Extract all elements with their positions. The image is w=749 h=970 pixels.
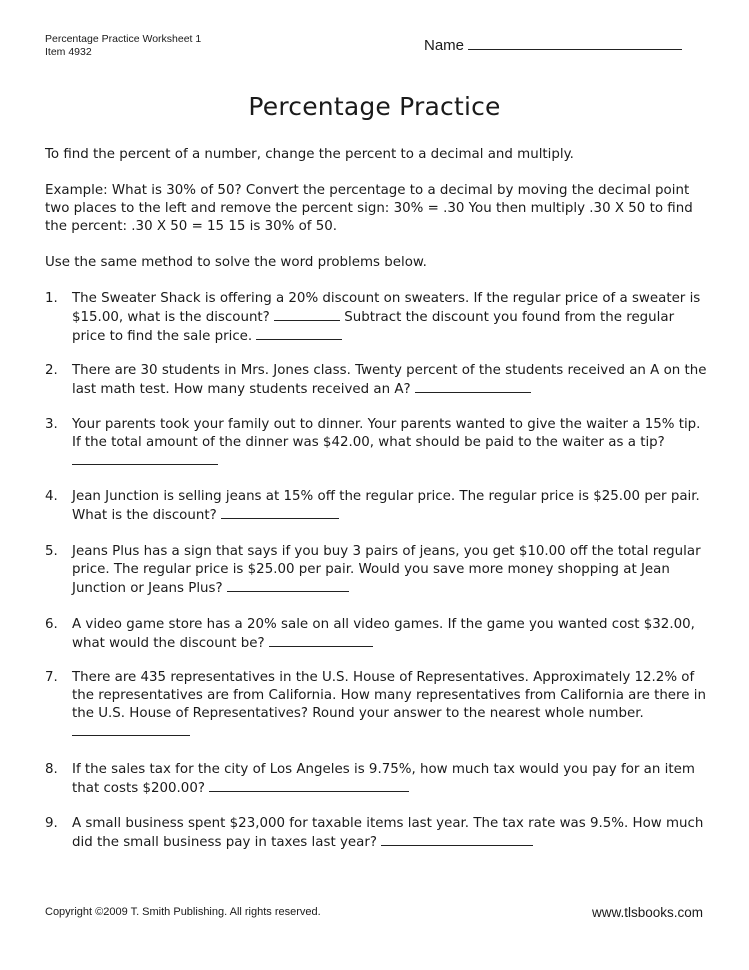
problem-number: 8. (45, 762, 58, 777)
problem-text: There are 30 students in Mrs. Jones class. Twenty percent of the students received an A on the last math test. How many students received an A? (72, 363, 707, 397)
problem-number: 5. (45, 544, 58, 559)
problem-5 (45, 543, 707, 598)
answer-blank (256, 327, 342, 340)
problem-text-continued: Subtract the discount you found from the regular price to find the sale price. (72, 310, 675, 344)
problem-text: A small business spent $23,000 for taxable items last year. The tax rate was 9.5%. How much did the small business pay in taxes last year? (72, 816, 704, 850)
problem-text: There are 435 representatives in the U.S. House of Representatives. Approximately 12.2% of the representatives are from California. How many representatives from California are there in the U.S. House of Representatives? Round your answer to the nearest whole number. (72, 670, 706, 721)
problem-6 (45, 616, 707, 653)
answer-blank (209, 779, 409, 792)
problem-text: If the sales tax for the city of Los Angeles is 9.75%, how much tax would you pay for an item that costs $200.00? (72, 762, 695, 796)
answer-blank (415, 380, 531, 393)
item-label: Item 4932 (45, 46, 92, 58)
intro-method: Use the same method to solve the word problems below. (45, 255, 427, 270)
problem-text: The Sweater Shack is offering a 20% discount on sweaters. If the regular price of a sweater is $15.00, what is the discount? (72, 291, 701, 325)
problem-number: 6. (45, 617, 58, 632)
problem-text: Jeans Plus has a sign that says if you buy 3 pairs of jeans, you get $10.00 off the total regular price. The regular price is $25.00 per pair. Would you save more money shopping at Jean Junction or Jeans Plus? (72, 544, 701, 596)
problem-3 (45, 416, 707, 471)
name-label: Name (424, 37, 465, 54)
problem-text: Jean Junction is selling jeans at 15% off the regular price. The regular price is $25.00 per pair. What is the discount? (72, 489, 700, 523)
problem-9 (45, 815, 707, 852)
problem-number: 3. (45, 417, 58, 432)
answer-blank (274, 308, 340, 321)
answer-blank (72, 723, 190, 736)
page-title: Percentage Practice (248, 92, 501, 121)
name-field (424, 37, 682, 54)
problem-number: 7. (45, 670, 58, 685)
problem-2 (45, 362, 707, 399)
website-link[interactable]: www.tlsbooks.com (591, 905, 703, 920)
problem-1 (45, 290, 707, 346)
copyright-notice: Copyright ©2009 T. Smith Publishing. All rights reserved. (45, 906, 321, 918)
worksheet-header (45, 33, 201, 59)
worksheet-label: Percentage Practice Worksheet 1 (45, 33, 202, 45)
answer-blank (381, 833, 533, 846)
problem-8 (45, 761, 707, 798)
problem-7 (45, 669, 707, 742)
answer-blank (221, 506, 339, 519)
problem-text: Your parents took your family out to dinner. Your parents wanted to give the waiter a 15% tip. If the total amount of the dinner was $42.00, what should be paid to the waiter as a tip? (72, 417, 701, 450)
problem-number: 2. (45, 363, 58, 378)
problem-text: A video game store has a 20% sale on all video games. If the game you wanted cost $32.00, what would the discount be? (72, 617, 695, 651)
answer-blank (269, 634, 373, 647)
answer-blank (72, 452, 218, 465)
answer-blank (227, 579, 349, 592)
name-blank-line (468, 37, 682, 50)
problem-number: 1. (45, 291, 58, 306)
intro-example: Example: What is 30% of 50? Convert the percentage to a decimal by moving the decimal point two places to the left and remove the percent sign: 30% = .30 You then multiply .30 X 50 to find the percent: .30 X 50 = 15 15 is 30% of 50. (45, 183, 693, 234)
problem-4 (45, 488, 707, 525)
intro-instruction: To find the percent of a number, change the percent to a decimal and multiply. (45, 147, 574, 162)
problem-number: 9. (45, 816, 58, 831)
problem-number: 4. (45, 489, 58, 504)
